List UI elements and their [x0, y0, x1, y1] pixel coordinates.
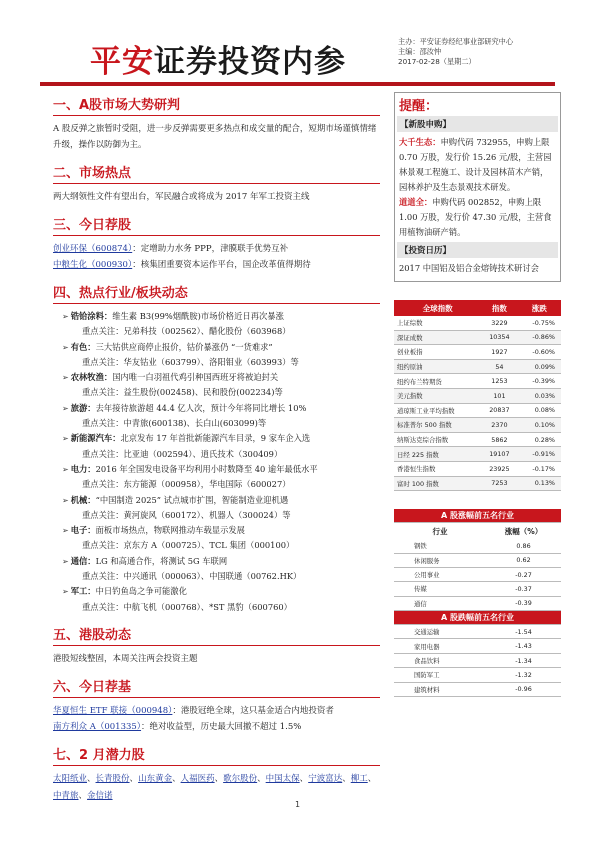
- index-name: 创业板指: [394, 345, 481, 360]
- potential-stock-link[interactable]: 山东黄金: [138, 773, 173, 784]
- section-title-fund-picks: 六、今日荐基: [53, 676, 380, 698]
- col-header-pct-change: 涨幅（%）: [504, 526, 543, 536]
- industry-change: -1.43: [486, 639, 561, 653]
- index-value: 1253: [481, 374, 517, 389]
- industry-name: 通信: [394, 596, 486, 610]
- industry-name: 建筑材料: [394, 682, 486, 696]
- sector-news-text: 北京发布 17 年首批新能源汽车目录，9 家车企入选: [120, 433, 311, 444]
- sector-news-text: 2016 年全国发电设备平均利用小时数降至 40 逾年最低水平: [95, 463, 318, 474]
- potential-stock-link[interactable]: 柳工: [350, 773, 368, 784]
- index-value: 101: [481, 388, 517, 403]
- ipo-text: 申购代码 732955，申购上限 0.70 万股，发行价 15.26 元/股，主营园林景观工程施工、设计及园林苗木产销，园林养护及生态景观技术研发。: [399, 137, 552, 192]
- sector-name: 锆铪涂料：: [70, 311, 113, 321]
- title-brand-black: 证券投资内参: [154, 44, 346, 80]
- index-value: 54: [481, 359, 517, 374]
- industry-change: -1.54: [486, 625, 561, 639]
- bullet-icon: ➢: [62, 526, 69, 536]
- industry-change: -0.39: [486, 596, 561, 610]
- stock-pick-link[interactable]: 中粮生化（000930）: [53, 260, 133, 270]
- ipo-item: [399, 195, 556, 240]
- sector-news-item: [62, 584, 380, 599]
- index-name: 美元指数: [394, 388, 481, 403]
- fund-pick-text: ：港股冠绝全球，这只基金适合内地投资者: [172, 705, 334, 716]
- fund-pick-link[interactable]: 南方利众 A（001335）: [53, 721, 142, 732]
- index-value: 23925: [481, 461, 517, 476]
- potential-stock-link[interactable]: 歌尔股份: [223, 773, 258, 784]
- table-row: [394, 461, 561, 476]
- industry-change: -0.37: [486, 582, 561, 596]
- fund-pick-item: [53, 719, 380, 735]
- fund-pick-item: [53, 703, 380, 719]
- table-row: [394, 345, 561, 360]
- index-value: 2370: [481, 418, 517, 433]
- table-row: [394, 403, 561, 418]
- index-change: -0.86%: [518, 330, 561, 345]
- index-name: 富时 100 指数: [394, 476, 481, 491]
- col-header-industry: 行业: [432, 526, 448, 536]
- col-header-change: 涨跌: [518, 300, 561, 316]
- industry-change: 0.86: [486, 539, 561, 553]
- potential-stock-link[interactable]: 宁波富达: [308, 773, 343, 784]
- index-value: 10354: [481, 330, 517, 345]
- bullet-icon: ➢: [62, 495, 69, 505]
- sector-news-text: “中国制造 2025” 试点城市扩围，智能制造业迎机遇: [95, 494, 289, 505]
- index-change: -0.17%: [518, 461, 561, 476]
- section-title-stock-picks: 三、今日荐股: [53, 214, 380, 236]
- section-title-potential-stocks: 七、2 月潜力股: [53, 744, 380, 766]
- meta-organizer: 主办：平安证券经纪事业部研究中心: [398, 37, 514, 46]
- index-change: -0.60%: [518, 345, 561, 360]
- table-row: [394, 432, 561, 447]
- potential-stock-link[interactable]: 中国太保: [265, 773, 300, 784]
- industry-name: 休闲服务: [394, 553, 486, 567]
- sector-news-item: [62, 462, 380, 477]
- industry-change: -0.27: [486, 567, 561, 581]
- industry-change: 0.62: [486, 553, 561, 567]
- sector-name: 通信：: [70, 555, 96, 566]
- industry-name: 交通运输: [394, 625, 486, 639]
- index-name: 上证综数: [394, 316, 481, 330]
- table-row: [394, 567, 561, 581]
- index-change: -0.91%: [518, 447, 561, 462]
- ipo-item: [399, 135, 556, 195]
- industry-name: 国防军工: [394, 668, 486, 682]
- industry-name: 传媒: [394, 582, 486, 596]
- sector-news-item: [62, 554, 380, 569]
- market-analysis-text: A 股反弹之旅暂时受阻，进一步反弹需要更多热点和成交量的配合，短期市场谨慎情绪升级，操作以防御为主。: [53, 124, 377, 150]
- stock-pick-text: ：核集团重要资本运作平台，国企改革值得期待: [132, 260, 311, 270]
- index-change: -0.39%: [518, 374, 561, 389]
- potential-stock-link[interactable]: 长青股份: [95, 773, 130, 784]
- table-row: [394, 682, 561, 696]
- sector-news-text: 国内唯一白羽祖代鸡引种国西班牙将被迫封关: [112, 372, 279, 383]
- section-title-hk-stocks: 五、港股动态: [53, 624, 380, 646]
- top-losers-title: A 股跌幅前五名行业: [394, 611, 561, 625]
- table-row: [394, 316, 561, 330]
- table-row: [394, 539, 561, 553]
- hotspot-text: 两大纲领性文件有望出台，军民融合或将成为 2017 年军工投资主线: [53, 192, 310, 202]
- sector-focus: 重点关注：黄河旋风（600172）、机器人（300024）等: [82, 509, 291, 520]
- title-brand-red: 平安: [90, 44, 154, 80]
- header-divider: [40, 82, 555, 86]
- index-name: 标准普尔 500 指数: [394, 418, 481, 433]
- stock-pick-link[interactable]: 创业环保（600874）: [53, 244, 133, 254]
- header-meta: [398, 37, 513, 67]
- sector-news-item: [62, 523, 380, 538]
- sector-news-text: 中日钓鱼岛之争可能激化: [95, 586, 187, 597]
- industry-name: 家用电器: [394, 639, 486, 653]
- bullet-icon: ➢: [62, 587, 69, 597]
- table-header-row: [394, 523, 561, 540]
- bullet-icon: ➢: [62, 556, 69, 566]
- index-change: -0.75%: [518, 316, 561, 330]
- page-number: 1: [294, 800, 301, 809]
- table-row: [394, 447, 561, 462]
- sector-news-item: [62, 493, 380, 508]
- potential-stock-link[interactable]: 太阳纸业: [53, 773, 88, 784]
- bullet-icon: ➢: [62, 342, 69, 352]
- main-column: [53, 94, 380, 805]
- bullet-icon: ➢: [62, 464, 69, 474]
- sector-focus: 重点关注：华友钴业（603799）、洛阳钼业（603993）等: [82, 356, 299, 367]
- potential-stock-link[interactable]: 人福医药: [180, 773, 215, 784]
- ipo-name: 道道全：: [399, 197, 433, 207]
- table-row: [394, 625, 561, 639]
- industry-change: -1.34: [486, 653, 561, 667]
- stock-pick-text: ：定增助力水务 PPP，津膜联手优势互补: [132, 244, 289, 254]
- index-change: 0.09%: [518, 359, 561, 374]
- ipo-name: 大千生态：: [399, 137, 441, 147]
- industry-change: -1.32: [486, 668, 561, 682]
- index-change: 0.13%: [518, 476, 561, 491]
- index-name: 日经 225 指数: [394, 447, 481, 462]
- section-title-hotspot: 二、市场热点: [53, 162, 380, 184]
- index-change: 0.28%: [518, 432, 561, 447]
- index-name: 纳斯达克综合指数: [394, 432, 481, 447]
- calendar-text: 2017 中国铝及铝合金熔铸技术研讨会: [399, 263, 539, 273]
- potential-stocks-list: 太阳纸业、长青股份、山东黄金、人福医药、歌尔股份、中国太保、宁波富达、柳工、中青旅、金信诺: [53, 773, 377, 801]
- sector-name: 电子：: [70, 525, 96, 536]
- stock-pick-item: [53, 257, 380, 273]
- sector-news-text: 去年接待旅游超 44.4 亿人次，预计今年将同比增长 10%: [95, 402, 307, 413]
- sector-focus: 重点关注：比亚迪（002594）、逍氏技术（300409）: [82, 448, 283, 459]
- sector-news-list: [62, 309, 380, 615]
- hk-stocks-text: 港股短线整固，本周关注两会投资主题: [53, 653, 198, 664]
- index-name: 纽约原油: [394, 359, 481, 374]
- index-value: 1927: [481, 345, 517, 360]
- sector-news-text: 三大钴供应商停止报价，钴价暴涨仍 “一货难求”: [95, 341, 273, 352]
- index-value: 19107: [481, 447, 517, 462]
- col-header-index-value: 指数: [481, 300, 517, 316]
- bullet-icon: ➢: [62, 434, 69, 444]
- index-name: 道琼斯工业平均指数: [394, 403, 481, 418]
- reminder-box: [394, 92, 561, 282]
- index-value: 20837: [481, 403, 517, 418]
- table-row: [394, 553, 561, 567]
- table-row: [394, 374, 561, 389]
- sector-focus: 重点关注：益生股份(002458)、民和股份(002234)等: [82, 387, 283, 398]
- section-title-market: 一、A股市场大势研判: [53, 94, 380, 116]
- industry-table: [394, 509, 561, 697]
- meta-editor: 主编：邵汝忡: [398, 47, 442, 56]
- bullet-icon: ➢: [62, 373, 69, 383]
- index-name: 深证成数: [394, 330, 481, 345]
- sector-focus: 重点关注：中航飞机（000768）、*ST 黑豹（600760）: [82, 601, 292, 612]
- sector-name: 旅游：: [70, 402, 96, 413]
- sector-name: 军工：: [70, 586, 96, 597]
- section-title-sector-news: 四、热点行业/板块动态: [53, 282, 380, 304]
- table-row: [394, 359, 561, 374]
- index-name: 纽约布兰特期货: [394, 374, 481, 389]
- global-index-table: [394, 300, 561, 491]
- table-row: [394, 596, 561, 610]
- ipo-label: 【新股申购】: [397, 116, 558, 132]
- index-change: 0.08%: [518, 403, 561, 418]
- table-row: [394, 418, 561, 433]
- bullet-icon: ➢: [62, 312, 69, 321]
- table-row: [394, 330, 561, 345]
- sidebar: [394, 92, 561, 697]
- sector-news-item: [62, 340, 380, 355]
- table-row: [394, 653, 561, 667]
- sector-focus: 重点关注：中兴通讯（000063）、中国联通（00762.HK）: [82, 571, 302, 582]
- table-row: [394, 639, 561, 653]
- index-value: 3229: [481, 316, 517, 330]
- sector-name: 农林牧渔：: [70, 372, 113, 383]
- stock-pick-item: [53, 241, 380, 257]
- industry-name: 公用事业: [394, 567, 486, 581]
- sector-name: 有色：: [70, 341, 96, 352]
- sector-name: 电力：: [70, 463, 96, 474]
- fund-pick-link[interactable]: 华夏恒生 ETF 联接（000948）: [53, 705, 173, 716]
- sector-news-text: LG 和高通合作，将测试 5G 车联网: [95, 555, 228, 566]
- table-row: [394, 388, 561, 403]
- sector-news-text: 面板市场热点，物联网推动车载显示发展: [95, 525, 245, 536]
- potential-stock-link[interactable]: 中青旅: [53, 790, 79, 801]
- sector-name: 机械：: [70, 494, 96, 505]
- top-gainers-title: A 股涨幅前五名行业: [394, 509, 561, 523]
- table-header-row: [394, 300, 561, 316]
- industry-name: 食品饮料: [394, 653, 486, 667]
- fund-pick-text: ：绝对收益型，历史最大回撤不超过 1.5%: [141, 721, 302, 732]
- table-caption-row: [394, 611, 561, 625]
- sector-news-item: [62, 401, 380, 416]
- index-value: 5862: [481, 432, 517, 447]
- sector-news-item: [62, 370, 380, 385]
- index-change: 0.10%: [518, 418, 561, 433]
- col-header-index-name: 全球指数: [394, 300, 481, 316]
- sector-news-text: 维生素 B3(99%烟酰胺)市场价格近日再次暴涨: [112, 311, 284, 321]
- calendar-label: 【投资日历】: [397, 242, 558, 258]
- index-name: 香港恒生指数: [394, 461, 481, 476]
- index-change: 0.03%: [518, 388, 561, 403]
- sector-focus: 重点关注：中青旅(600138)、长白山(603099)等: [82, 418, 267, 429]
- potential-stock-link[interactable]: 金信诺: [87, 790, 113, 801]
- sector-news-item: [62, 431, 380, 446]
- reminder-title: 提醒：: [399, 99, 439, 114]
- sector-focus: 重点关注：京东方 A（000725）、TCL 集团（000100）: [82, 540, 295, 551]
- industry-change: -0.96: [486, 682, 561, 696]
- table-row: [394, 476, 561, 491]
- meta-date: 2017-02-28（星期二）: [398, 57, 476, 66]
- sector-focus: 重点关注：东方能源（000958），华电国际（600027）: [82, 479, 291, 490]
- sector-focus: 重点关注：兄弟科技（002562）、醋化股份（603968）: [82, 326, 291, 337]
- industry-name: 钢铁: [394, 539, 486, 553]
- table-caption-row: [394, 509, 561, 523]
- sector-news-item: [62, 309, 380, 324]
- table-row: [394, 582, 561, 596]
- table-row: [394, 668, 561, 682]
- ipo-text: 申购代码 002852，申购上限 1.00 万股，发行价 47.30 元/股，主营食用植物油研产销。: [399, 197, 552, 237]
- sector-name: 新能源汽车：: [70, 433, 121, 444]
- index-value: 7253: [481, 476, 517, 491]
- bullet-icon: ➢: [62, 403, 69, 413]
- report-title: [90, 36, 346, 81]
